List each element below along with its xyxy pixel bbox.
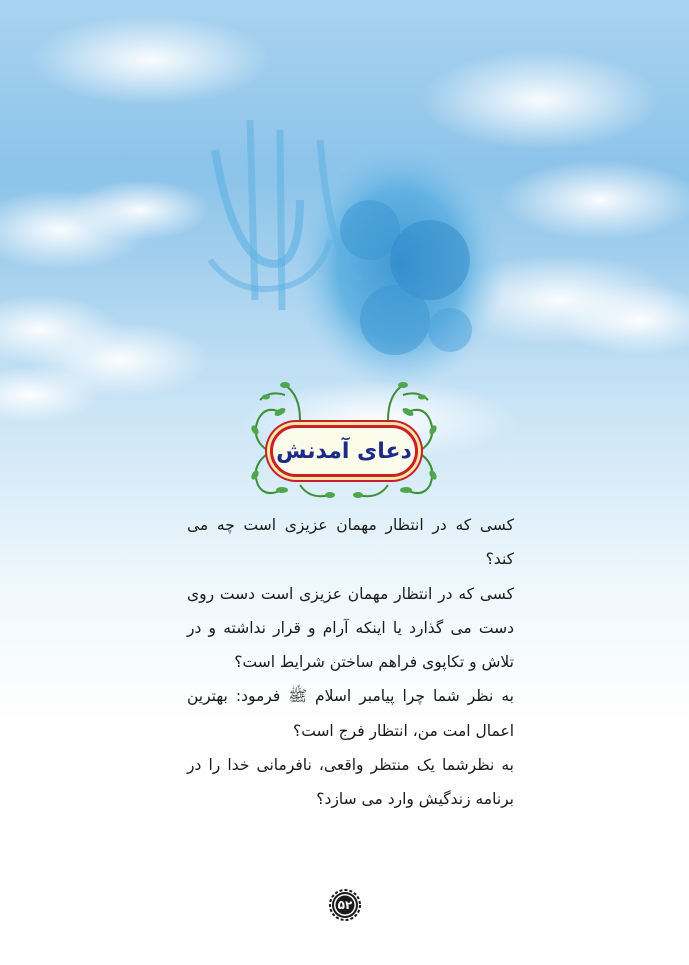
page-title: دعای آمدنش xyxy=(276,438,412,464)
page-number: ۵۲ xyxy=(337,898,353,912)
body-text xyxy=(187,508,514,817)
paragraph: کسی که در انتظار مهمان عزیزی است چه می کند؟ xyxy=(187,516,514,569)
title-plaque xyxy=(270,425,418,477)
paragraph: به نظر شما چرا پیامبر اسلام ﷺ فرمود: بهترین اعمال امت من، انتظار فرج است؟ xyxy=(187,687,514,740)
page-number-badge xyxy=(330,890,360,920)
paragraph: به نظرشما یک منتظر واقعی، نافرمانی خدا را در برنامه زندگیش وارد می سازد؟ xyxy=(187,756,514,809)
paragraph: کسی که در انتظار مهمان عزیزی است دست روی دست می گذارد یا اینکه آرام و قرار نداشته و در تلاش و تکاپوی فراهم ساختن شرایط است؟ xyxy=(187,584,514,672)
